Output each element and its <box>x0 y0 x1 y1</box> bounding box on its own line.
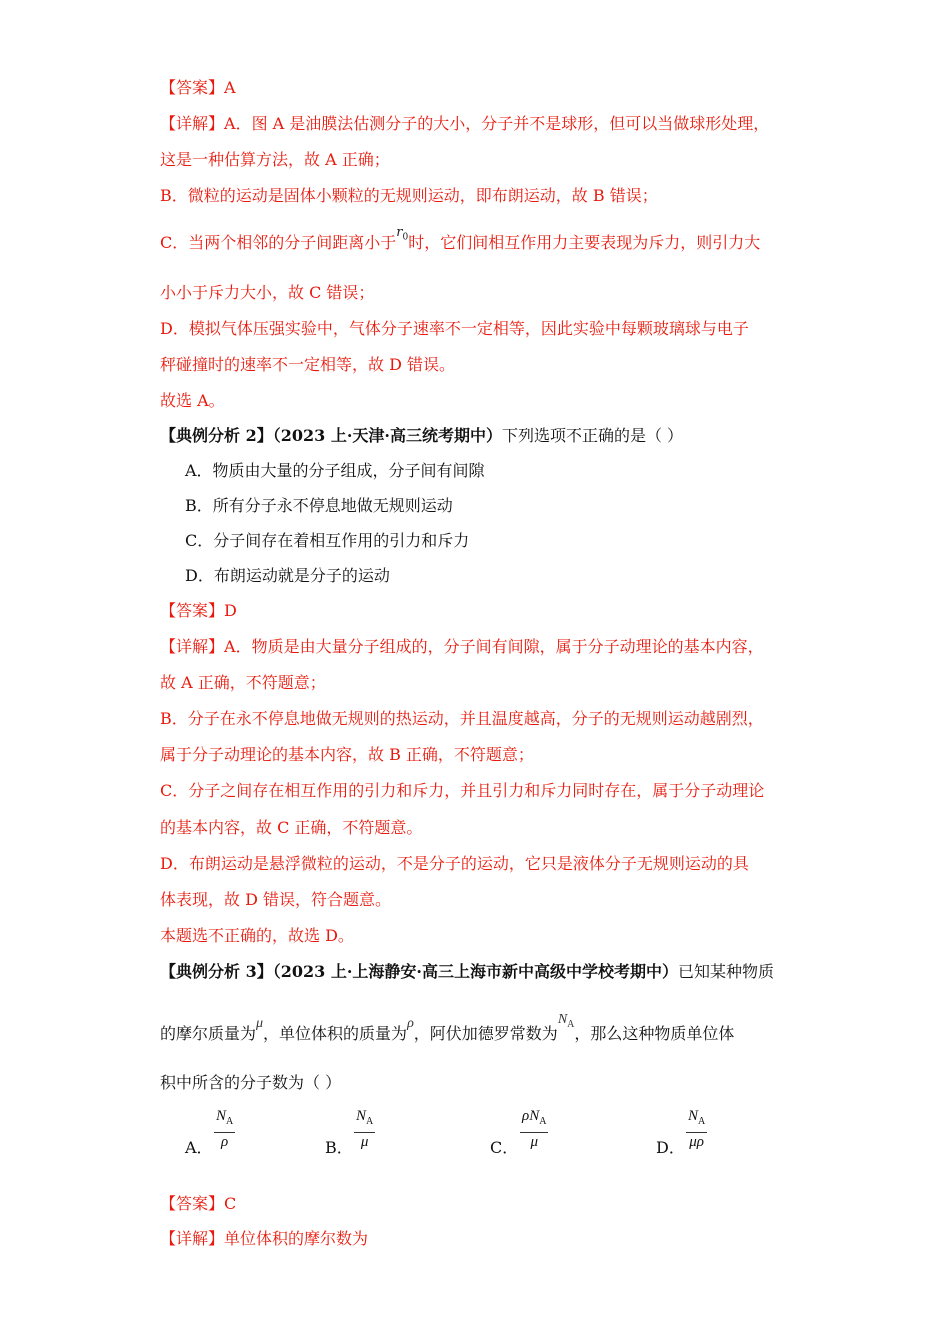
example-3-option-a-fraction: $\frac{N_A}{\rho}$ <box>216 1108 234 1150</box>
example-3-option-b-fraction: $\frac{N_A}{\mu}$ <box>356 1108 374 1150</box>
detail-3-line-1 <box>160 1229 790 1249</box>
example-2-option-c: C．分子间存在着相互作用的引力和斥力 <box>185 531 470 550</box>
example-2-question: 下列选项不正确的是（ ） <box>501 426 684 445</box>
example-3-source: （2023 上·上海静安·高三上海市新中高级中学校考期中） <box>272 962 678 981</box>
r0-symbol: r0 <box>396 225 409 243</box>
example-3-header <box>160 962 790 982</box>
detail-c-post: 时，它们间相互作用力主要表现为斥力，则引力大 <box>408 233 761 252</box>
example-2-option-d: D．布朗运动就是分子的运动 <box>185 566 390 585</box>
answer-line-2 <box>160 601 790 621</box>
detail-a-text: A．图 A 是油膜法估测分子的大小，分子并不是球形，但可以当做球形处理， <box>224 114 770 133</box>
detail-2-a-line-2: 故 A 正确，不符题意； <box>160 673 326 692</box>
rho-symbol: ρ <box>407 1016 414 1031</box>
answer-line-1 <box>160 78 790 98</box>
example-3-option-d-label: D． <box>656 1138 685 1157</box>
detail-2-c-line-1: C．分子之间存在相互作用的引力和斥力，并且引力和斥力同时存在，属于分子动理论 <box>160 781 765 800</box>
detail-a-line-1 <box>160 114 790 134</box>
conclusion-1: 故选 A。 <box>160 391 225 410</box>
detail-2-b-line-1: B．分子在永不停息地做无规则的热运动，并且温度越高，分子的无规则运动越剧烈， <box>160 709 764 728</box>
detail-b-line: B．微粒的运动是固体小颗粒的无规则运动，即布朗运动，故 B 错误； <box>160 186 658 205</box>
detail-c-pre: C．当两个相邻的分子间距离小于 <box>160 233 397 252</box>
detail-label: 【详解】 <box>160 637 225 656</box>
answer-label: 【答案】 <box>160 1194 225 1213</box>
example-2-option-b: B．所有分子永不停息地做无规则运动 <box>185 496 453 515</box>
example-3-label: 【典例分析 3】 <box>160 962 273 981</box>
detail-d-line-2: 秤碰撞时的速率不一定相等，故 D 错误。 <box>160 355 456 374</box>
detail-2-c-line-2: 的基本内容，故 C 正确，不符题意。 <box>160 818 423 837</box>
example-3-option-c-fraction: $\rho N_A$ μ <box>522 1108 547 1150</box>
detail-2-b-line-2: 属于分子动理论的基本内容，故 B 正确，不符题意； <box>160 745 534 764</box>
answer-value: D <box>224 601 237 620</box>
detail-a-line-2: 这是一种估算方法，故 A 正确； <box>160 150 390 169</box>
detail-2-a-line-1 <box>160 637 790 657</box>
detail-c-line-2: 小小于斥力大小，故 C 错误； <box>160 283 375 302</box>
answer-label: 【答案】 <box>160 601 225 620</box>
detail-2-a-text: A．物质是由大量分子组成的，分子间有间隙，属于分子动理论的基本内容， <box>224 637 764 656</box>
answer-value: C <box>224 1194 237 1213</box>
example-3-option-a-label: A． <box>185 1138 213 1157</box>
mu-symbol: μ <box>256 1016 264 1031</box>
detail-3-text: 单位体积的摩尔数为 <box>224 1229 369 1248</box>
conclusion-2: 本题选不正确的，故选 D。 <box>160 926 354 945</box>
example-3-option-c-label: C． <box>490 1138 519 1157</box>
example-3-question-tail: 已知某种物质 <box>677 962 774 981</box>
detail-2-d-line-1: D．布朗运动是悬浮微粒的运动，不是分子的运动，它只是液体分子无规则运动的具 <box>160 854 749 873</box>
example-3-question-line-3: 积中所含的分子数为（ ） <box>160 1073 342 1092</box>
detail-label: 【详解】 <box>160 1229 225 1248</box>
detail-d-line-1: D．模拟气体压强实验中，气体分子速率不一定相等，因此实验中每颗玻璃球与电子 <box>160 319 749 338</box>
example-2-option-a: A．物质由大量的分子组成，分子间有间隙 <box>185 461 485 480</box>
example-2-header <box>160 426 790 446</box>
answer-label: 【答案】 <box>160 78 225 97</box>
example-2-label: 【典例分析 2】 <box>160 426 273 445</box>
example-3-option-b-label: B． <box>325 1138 353 1157</box>
detail-label: 【详解】 <box>160 114 225 133</box>
answer-line-3 <box>160 1194 790 1214</box>
example-2-source: （2023 上·天津·高三统考期中） <box>272 426 502 445</box>
detail-2-d-line-2: 体表现，故 D 错误，符合题意。 <box>160 890 392 909</box>
avogadro-symbol: $N_A$ <box>557 1012 575 1030</box>
detail-c-line-1 <box>160 225 790 260</box>
answer-value: A <box>224 78 236 97</box>
example-3-option-d-fraction: $\frac{N_A}{\mu\rho}$ <box>688 1108 706 1150</box>
example-3-question-line-2: 的摩尔质量为μ，单位体积的质量为ρ，阿伏加德罗常数为$N_A$，那么这种物质单位体 <box>160 1012 735 1043</box>
